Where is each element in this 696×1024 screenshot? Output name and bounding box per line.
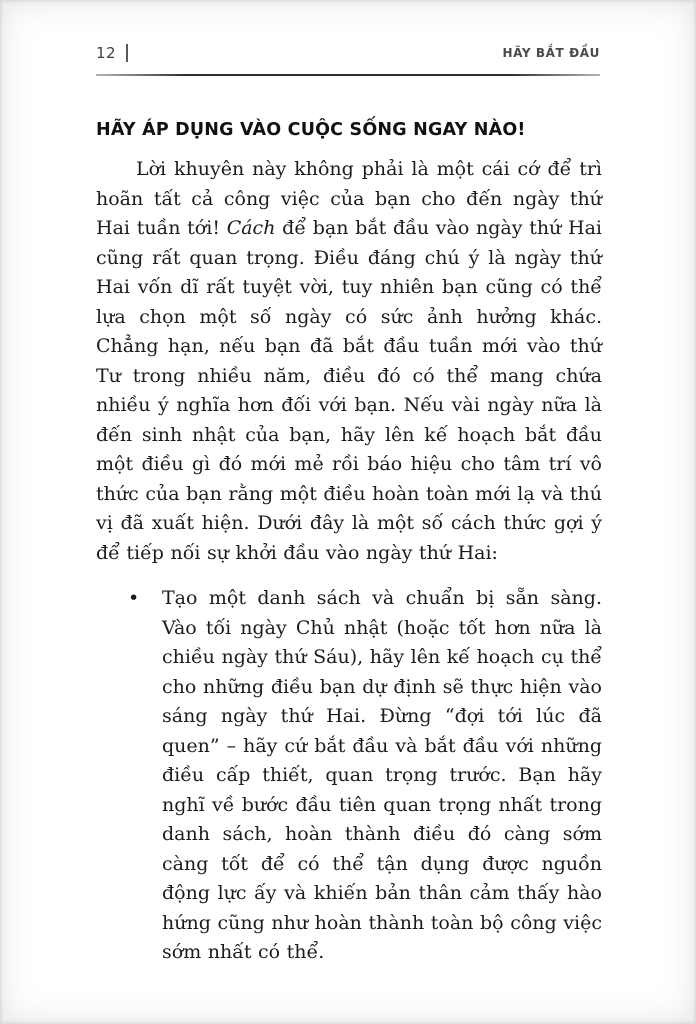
header-rule bbox=[96, 74, 600, 76]
running-header bbox=[96, 44, 600, 62]
section-heading: HÃY ÁP DỤNG VÀO CUỘC SỐNG NGAY NÀO! bbox=[96, 119, 526, 140]
running-header-title: HÃY BẮT ĐẦU bbox=[502, 46, 600, 60]
paragraph-italic-word: Cách bbox=[226, 217, 276, 239]
paragraph-part1: Lời khuyên này không phải là một cái cớ để trì hoãn tất cả công việc của bạn cho đến ngày thứ Hai tuần tới! bbox=[96, 158, 602, 239]
bullet-icon: • bbox=[128, 587, 140, 609]
page-number-group bbox=[96, 44, 128, 62]
list-item-text: Tạo một danh sách và chuẩn bị sẵn sàng. Vào tối ngày Chủ nhật (hoặc tốt hơn nữa là chiều ngày thứ Sáu), hãy lên kế hoạch cụ thể cho những điều bạn dự định sẽ thực hiện vào sáng ngày thứ Hai. Đừng “đợi tới lúc đã quen” – hãy cứ bắt đầu và bắt đầu với những điều cấp thiết, quan trọng trước. Bạn hãy nghĩ về bước đầu tiên quan trọng nhất trong danh sách, hoàn thành điều đó càng sớm càng tốt để có thể tận dụng được nguồn động lực ấy và khiến bản thân cảm thấy hào hứng cũng như hoàn thành toàn bộ công việc sớm nhất có thể. bbox=[162, 587, 602, 963]
page-number: 12 bbox=[96, 44, 117, 62]
list-item bbox=[96, 584, 602, 968]
bullet-list bbox=[96, 584, 602, 968]
paragraph bbox=[96, 155, 602, 568]
paragraph-part2: để bạn bắt đầu vào ngày thứ Hai cũng rất quan trọng. Điều đáng chú ý là ngày thứ Hai vốn dĩ rất tuyệt vời, tuy nhiên bạn cũng có thể lựa chọn một số ngày có sức ảnh hưởng khác. Chẳng hạn, nếu bạn đã bắt đầu tuần mới vào thứ Tư trong nhiều năm, điều đó có thể mang chứa nhiều ý nghĩa hơn đối với bạn. Nếu vài ngày nữa là đến sinh nhật của bạn, hãy lên kế hoạch bắt đầu một điều gì đó mới mẻ rồi báo hiệu cho tâm trí vô thức của bạn rằng một điều hoàn toàn mới lạ và thú vị đã xuất hiện. Dưới đây là một số cách thức gợi ý để tiếp nối sự khởi đầu vào ngày thứ Hai: bbox=[96, 217, 602, 564]
page-number-divider bbox=[126, 44, 128, 62]
body-copy bbox=[96, 155, 602, 968]
